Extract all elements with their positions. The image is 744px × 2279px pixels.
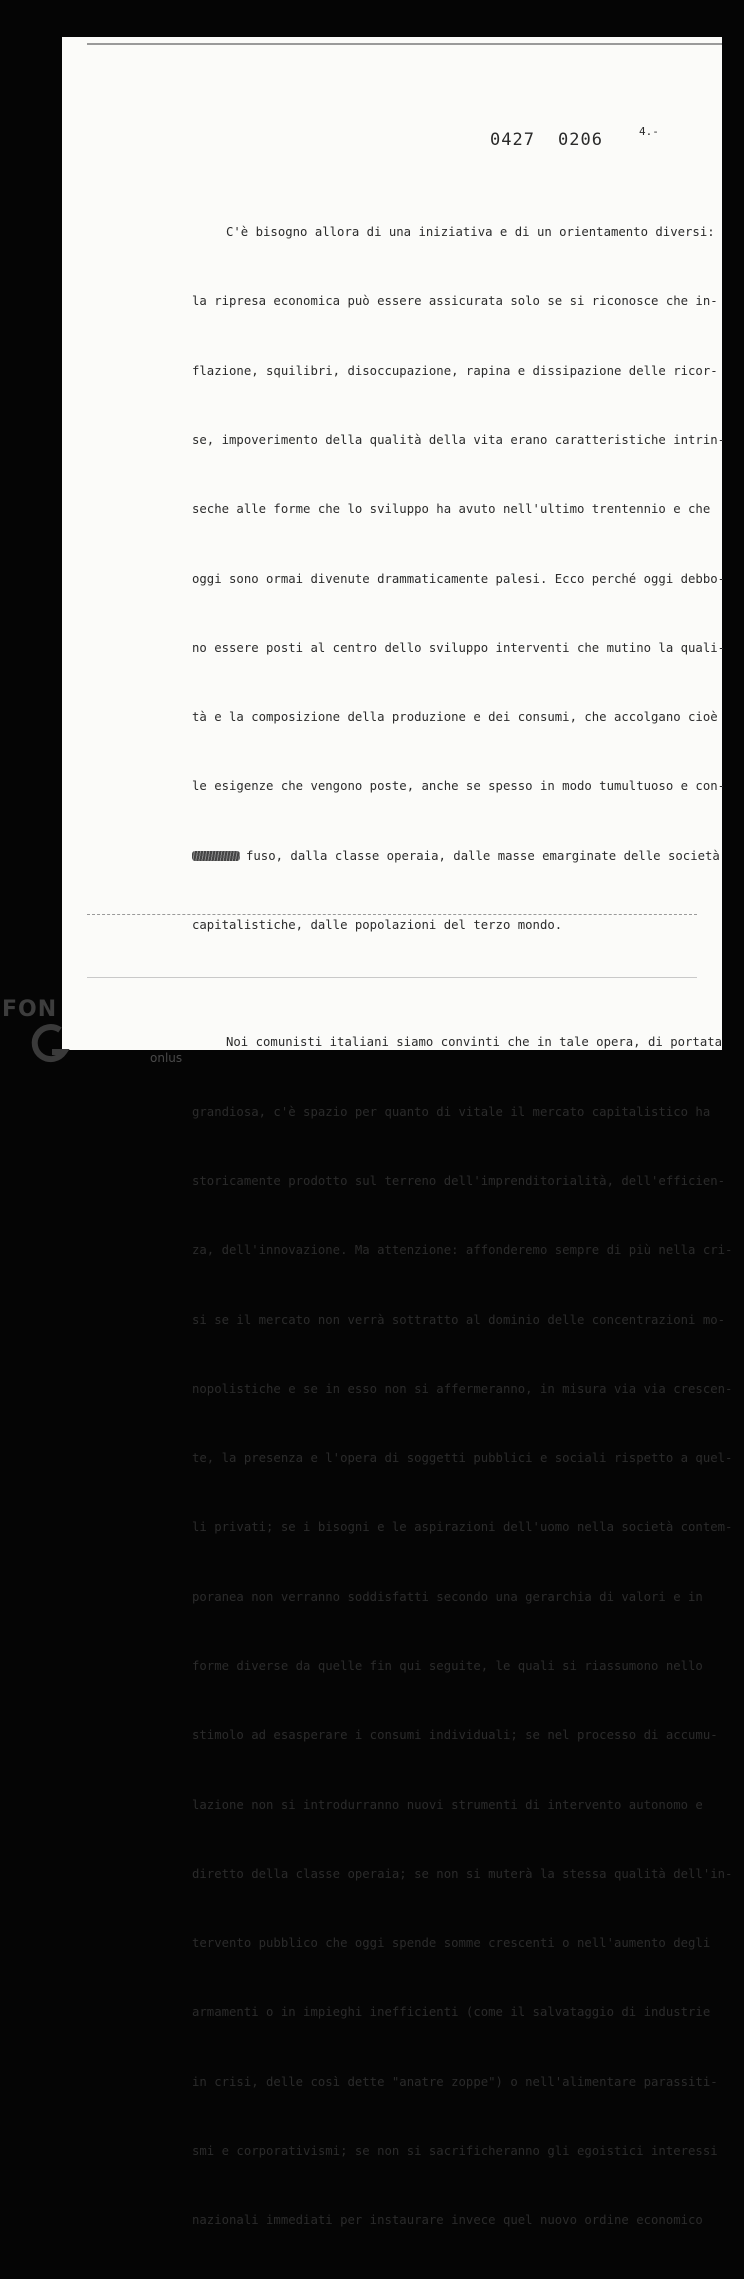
text-line: se, impoverimento della qualità della vita erano caratteristiche intrin- xyxy=(192,433,726,448)
text-line-with-strike xyxy=(192,845,732,868)
text-line: oggi sono ormai divenute drammaticamente palesi. Ecco perché oggi debbo- xyxy=(192,571,726,586)
text-line: li privati; se i bisogni e le aspirazioni dell'uomo nella società contem- xyxy=(192,1520,733,1535)
text-line: si se il mercato non verrà sottratto al dominio delle concentrazioni mo- xyxy=(192,1312,726,1327)
text-line: diretto della classe operaia; se non si muterà la stessa qualità dell'in- xyxy=(192,1866,733,1881)
footer-rule xyxy=(87,977,697,978)
bottom-rule xyxy=(87,914,697,915)
text-line: tà e la composizione della produzione e dei consumi, che accolgano cioè xyxy=(192,710,718,725)
watermark-logo-text: FON xyxy=(2,997,58,1022)
text-line: te, la presenza e l'opera di soggetti pubblici e sociali rispetto a quel- xyxy=(192,1451,733,1466)
text-line: nazionali immediati per instaurare invece quel nuovo ordine economico xyxy=(192,2213,703,2228)
text-line: le esigenze che vengono poste, anche se spesso in modo tumultuoso e con- xyxy=(192,779,726,794)
text-line: flazione, squilibri, disoccupazione, rapina e dissipazione delle ricor- xyxy=(192,363,718,378)
text-line: storicamente prodotto sul terreno dell'imprenditorialità, dell'efficien- xyxy=(192,1174,726,1189)
text-line: no essere posti al centro dello sviluppo interventi che mutino la quali- xyxy=(192,640,726,655)
text-line: forme diverse da quelle fin qui seguite, le quali si riassumono nello xyxy=(192,1659,703,1673)
text-line: smi e corporativismi; se non si sacrificheranno gli egoistici interessi xyxy=(192,2143,718,2158)
text-line: armamenti o in impieghi inefficienti (come il salvataggio di industrie xyxy=(192,2005,711,2020)
text-line: za, dell'innovazione. Ma attenzione: affonderemo sempre di più nella cri- xyxy=(192,1243,733,1258)
text-line: tervento pubblico che oggi spende somme crescenti o nell'aumento degli xyxy=(192,1936,711,1951)
text-line: in crisi, delle così dette "anatre zoppe") o nell'alimentare parassiti- xyxy=(192,2074,718,2089)
top-rule xyxy=(87,43,722,45)
text-line: stimolo ad esasperare i consumi individuali; se nel processo di accumu- xyxy=(192,1728,718,1743)
text-line: seche alle forme che lo sviluppo ha avuto nell'ultimo trentennio e che xyxy=(192,502,711,517)
struck-out-word xyxy=(192,851,240,861)
text-line: C'è bisogno allora di una iniziativa e di un orientamento diversi: xyxy=(226,225,715,240)
watermark-logo-icon xyxy=(30,1022,70,1072)
text-line: Noi comunisti italiani siamo convinti che in tale opera, di portata xyxy=(226,1035,723,1050)
watermark-suffix: onlus xyxy=(150,1051,183,1065)
text-line: grandiosa, c'è spazio per quanto di vitale il mercato capitalistico ha xyxy=(192,1104,711,1119)
text-line: la ripresa economica può essere assicurata solo se si riconosce che in- xyxy=(192,294,718,309)
text-line: fuso, dalla classe operaia, dalle masse emarginate delle società xyxy=(246,848,720,863)
archive-number-b: 0206 xyxy=(558,130,603,150)
text-line: poranea non verranno soddisfatti secondo una gerarchia di valori e in xyxy=(192,1589,703,1604)
text-line: lazione non si introdurranno nuovi strumenti di intervento autonomo e xyxy=(192,1797,703,1812)
text-line: capitalistiche, dalle popolazioni del terzo mondo. xyxy=(192,918,563,932)
page-number: 4.- xyxy=(639,125,659,138)
text-line: nopolistiche e se in esso non si affermeranno, in misura via via crescen- xyxy=(192,1381,733,1396)
archive-number-a: 0427 xyxy=(490,130,535,150)
typewritten-text xyxy=(192,175,732,2279)
